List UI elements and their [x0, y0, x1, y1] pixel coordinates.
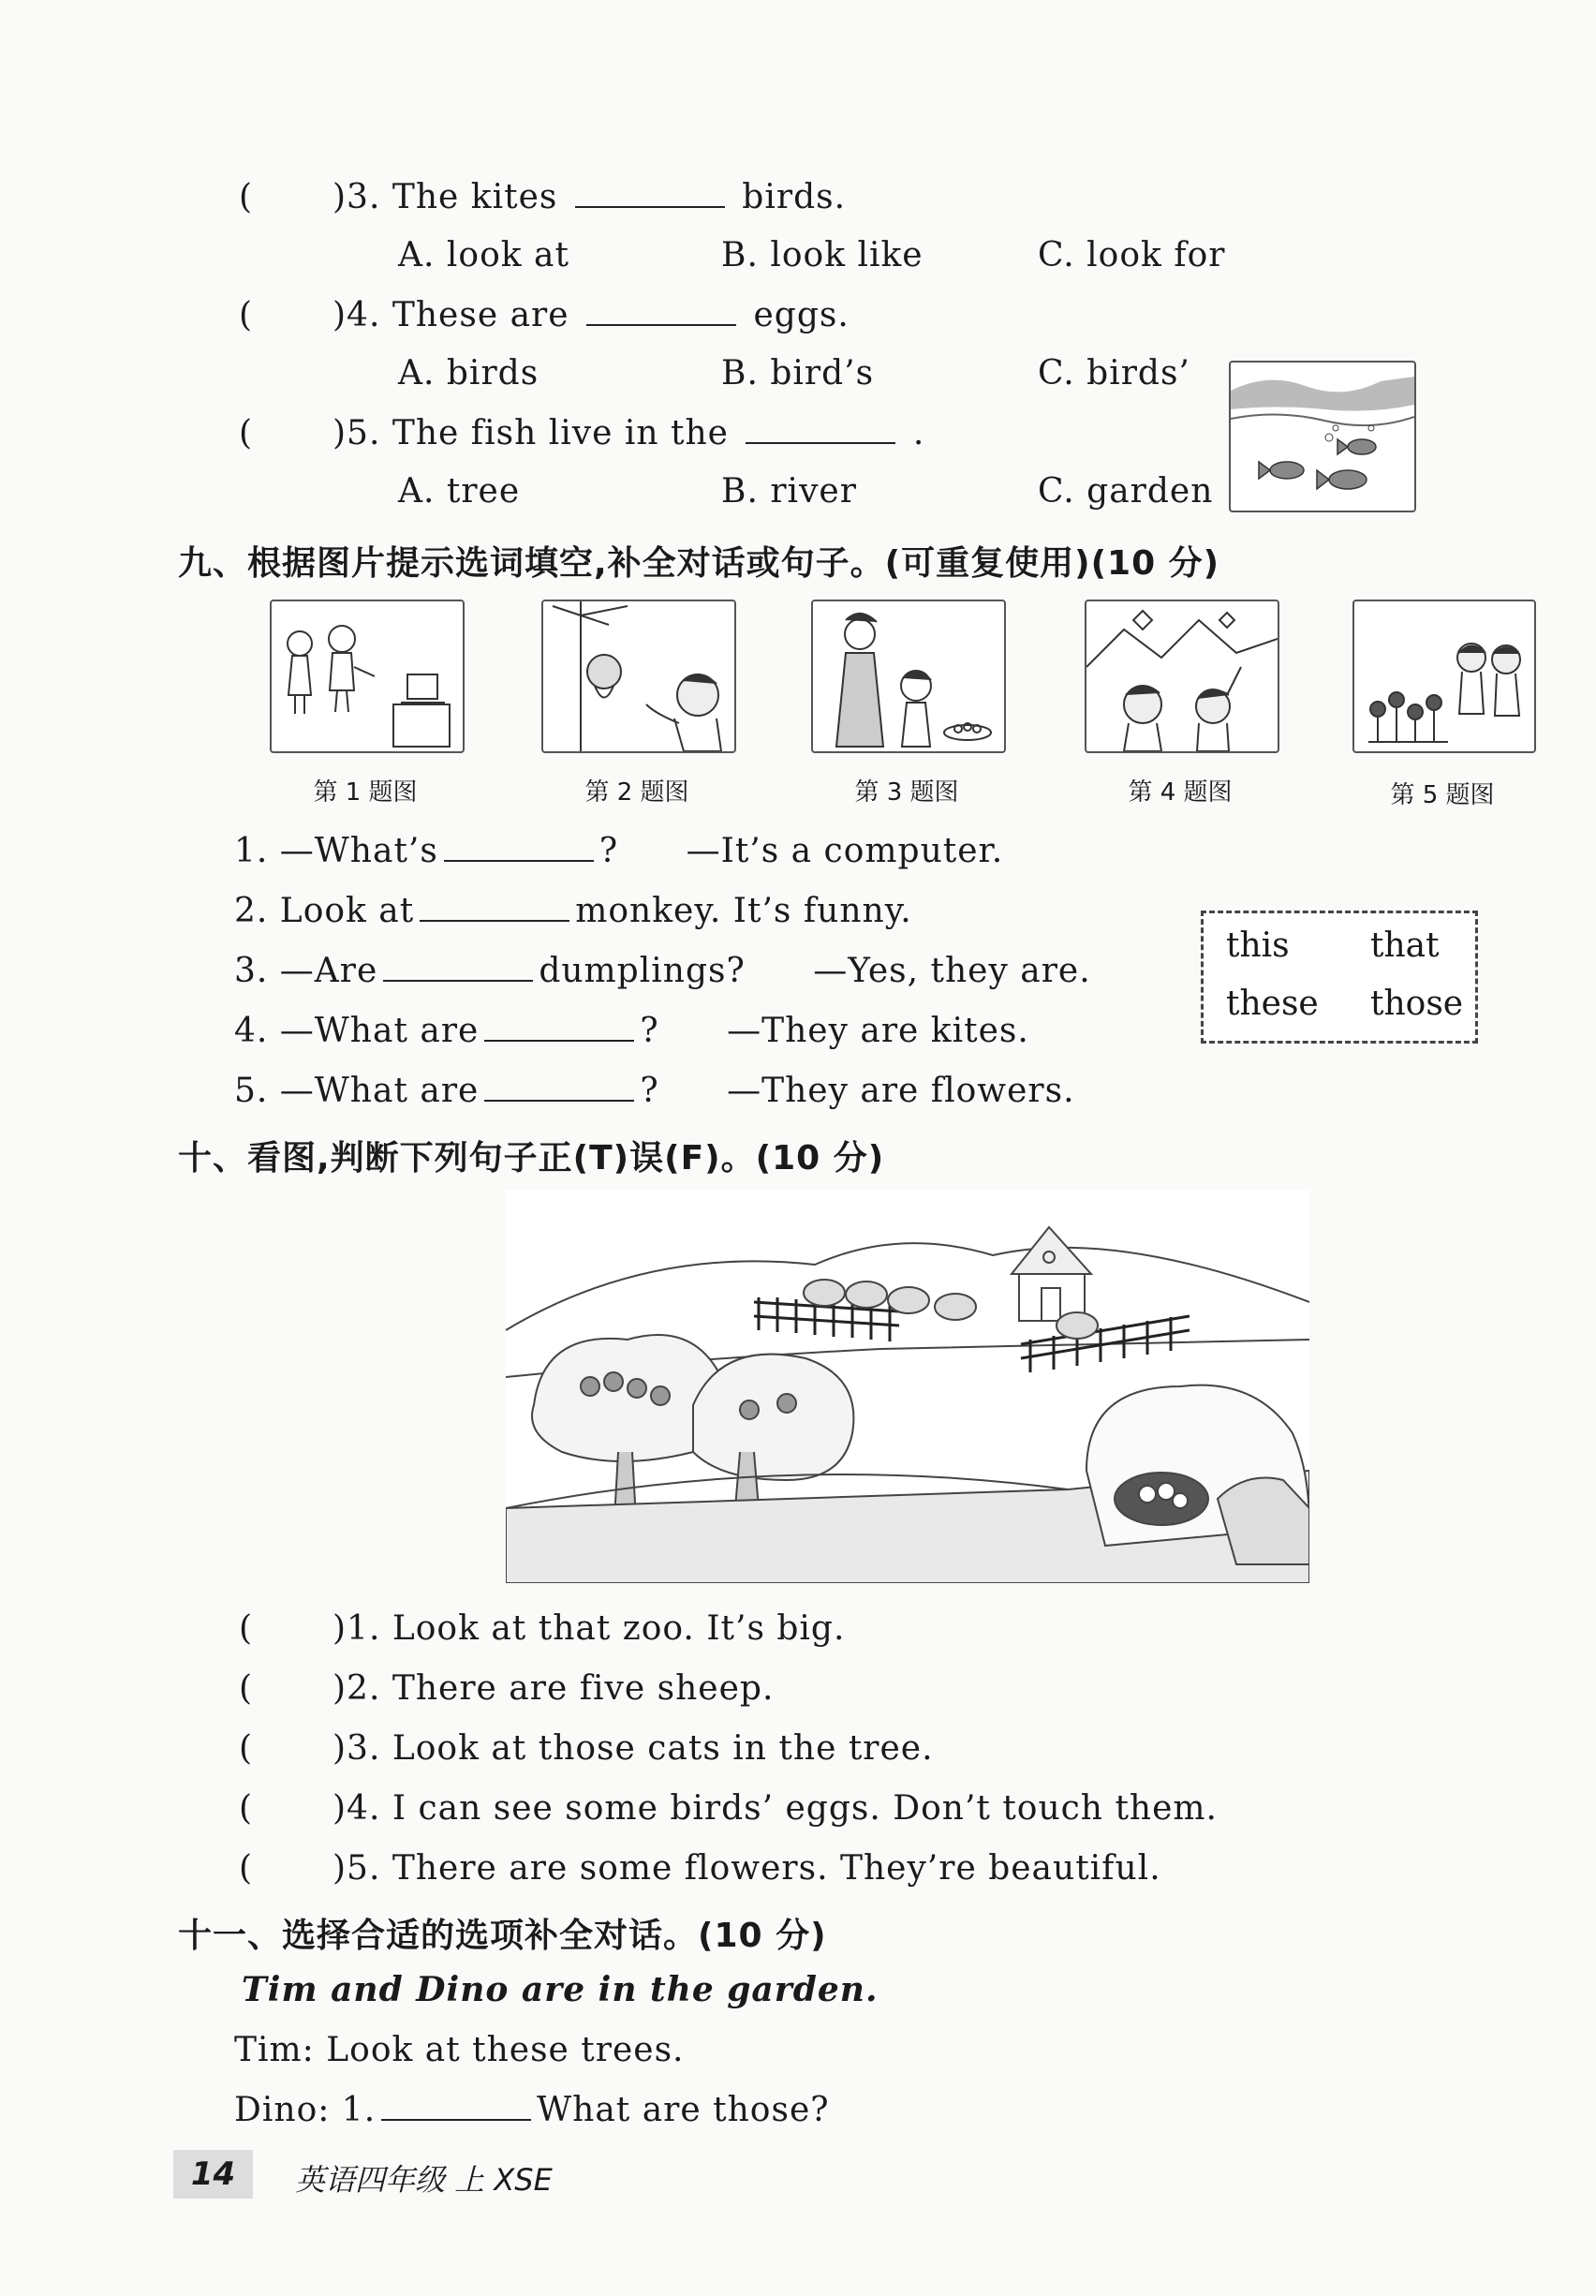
word-these: these	[1226, 985, 1319, 1023]
item-text: 3. —Are	[234, 952, 378, 990]
option-a: A. tree	[398, 472, 521, 511]
option-b: B. look like	[721, 236, 924, 274]
answer-blank[interactable]	[381, 2091, 531, 2121]
question-4	[332, 296, 850, 334]
caption-3: 第 3 题图	[854, 778, 959, 807]
word-that: that	[1370, 926, 1440, 965]
footer-text: 英语四年级 上 XSE	[295, 2162, 553, 2198]
caption-1: 第 1 题图	[313, 778, 418, 807]
answer-paren: (	[239, 1729, 253, 1768]
tf-item-5: )5. There are some flowers. They’re beautiful.	[332, 1849, 1161, 1888]
item-text: 2. Look at	[234, 892, 415, 930]
question-number: )3.	[332, 178, 381, 216]
dialog-intro: Tim and Dino are in the garden.	[242, 1970, 879, 2009]
answer-paren: (	[239, 178, 253, 216]
dialog-text: What are those?	[537, 2091, 830, 2129]
item-text: dumplings?	[539, 952, 746, 990]
answer-paren: (	[239, 296, 253, 334]
answer-blank[interactable]	[444, 832, 594, 862]
answer-paren: (	[239, 1609, 253, 1648]
question-text: eggs.	[753, 296, 850, 334]
question-3	[332, 178, 846, 216]
item-text: monkey. It’s funny.	[575, 892, 912, 930]
answer-blank[interactable]	[484, 1012, 634, 1042]
option-c: C. garden	[1038, 472, 1214, 511]
item-text: ?	[598, 832, 619, 870]
river-fish-picture	[1229, 361, 1416, 512]
question-number: )4.	[332, 296, 381, 334]
answer-paren: (	[239, 1669, 253, 1708]
question-text: .	[912, 414, 925, 452]
section-10-title: 十、看图,判断下列句子正(T)误(F)。(10 分)	[178, 1139, 885, 1178]
item-reply: —Yes, they are.	[813, 952, 1091, 990]
mother-girl-dumplings-icon	[813, 601, 1004, 751]
item-text: ?	[640, 1012, 659, 1050]
answer-paren: (	[239, 1849, 253, 1888]
picture-5	[1352, 600, 1536, 753]
picture-2	[541, 600, 736, 753]
children-computer-icon	[272, 601, 463, 751]
dialog-line-tim: Tim: Look at these trees.	[234, 2031, 685, 2069]
fill-item-3	[234, 952, 1091, 990]
scene-picture	[506, 1190, 1309, 1583]
dialog-text: Dino: 1.	[234, 2091, 377, 2129]
dialog-line-dino	[234, 2091, 830, 2129]
page-number: 14	[173, 2150, 253, 2199]
children-flowers-icon	[1354, 601, 1534, 751]
word-bank	[1201, 911, 1478, 1044]
tf-item-1: )1. Look at that zoo. It’s big.	[332, 1609, 846, 1648]
question-text: birds.	[742, 178, 847, 216]
option-c: C. birds’	[1038, 354, 1190, 393]
answer-blank[interactable]	[586, 296, 736, 326]
caption-2: 第 2 题图	[584, 778, 689, 807]
caption-5: 第 5 题图	[1390, 781, 1495, 809]
option-c: C. look for	[1038, 236, 1226, 274]
question-text: The kites	[392, 178, 558, 216]
question-number: )5.	[332, 414, 381, 452]
tf-item-4: )4. I can see some birds’ eggs. Don’t touch them.	[332, 1789, 1218, 1828]
answer-blank[interactable]	[746, 414, 895, 444]
picture-4	[1085, 600, 1279, 753]
river-fish-icon	[1231, 363, 1414, 511]
children-kites-icon	[1086, 601, 1278, 751]
fill-item-2	[234, 892, 912, 930]
picture-3	[811, 600, 1006, 753]
caption-4: 第 4 题图	[1128, 778, 1233, 807]
answer-paren: (	[239, 1789, 253, 1828]
word-those: those	[1370, 985, 1464, 1023]
fill-item-5	[234, 1072, 1075, 1110]
answer-blank[interactable]	[575, 178, 725, 208]
question-5	[332, 414, 924, 452]
answer-blank[interactable]	[420, 892, 569, 922]
item-text: 5. —What are	[234, 1072, 480, 1110]
fill-item-1	[234, 832, 1003, 870]
item-text: ?	[640, 1072, 659, 1110]
section-11-title: 十一、选择合适的选项补全对话。(10 分)	[178, 1917, 827, 1955]
option-a: A. look at	[398, 236, 569, 274]
answer-blank[interactable]	[484, 1072, 634, 1102]
section-9-title: 九、根据图片提示选词填空,补全对话或句子。(可重复使用)(10 分)	[178, 544, 1220, 583]
monkey-tree-icon	[543, 601, 734, 751]
item-reply: —It’s a computer.	[686, 832, 1004, 870]
farm-scene-icon	[506, 1190, 1309, 1583]
question-text: These are	[392, 296, 569, 334]
item-text: 1. —What’s	[234, 832, 438, 870]
item-reply: —They are kites.	[727, 1012, 1029, 1050]
option-a: A. birds	[398, 354, 539, 393]
fill-item-4	[234, 1012, 1029, 1050]
answer-blank[interactable]	[383, 952, 533, 982]
tf-item-3: )3. Look at those cats in the tree.	[332, 1729, 934, 1768]
tf-item-2: )2. There are five sheep.	[332, 1669, 775, 1708]
option-b: B. bird’s	[721, 354, 875, 393]
word-this: this	[1226, 926, 1290, 965]
item-text: 4. —What are	[234, 1012, 480, 1050]
item-reply: —They are flowers.	[727, 1072, 1075, 1110]
answer-paren: (	[239, 414, 253, 452]
picture-1	[270, 600, 465, 753]
question-text: The fish live in the	[392, 414, 729, 452]
option-b: B. river	[721, 472, 857, 511]
